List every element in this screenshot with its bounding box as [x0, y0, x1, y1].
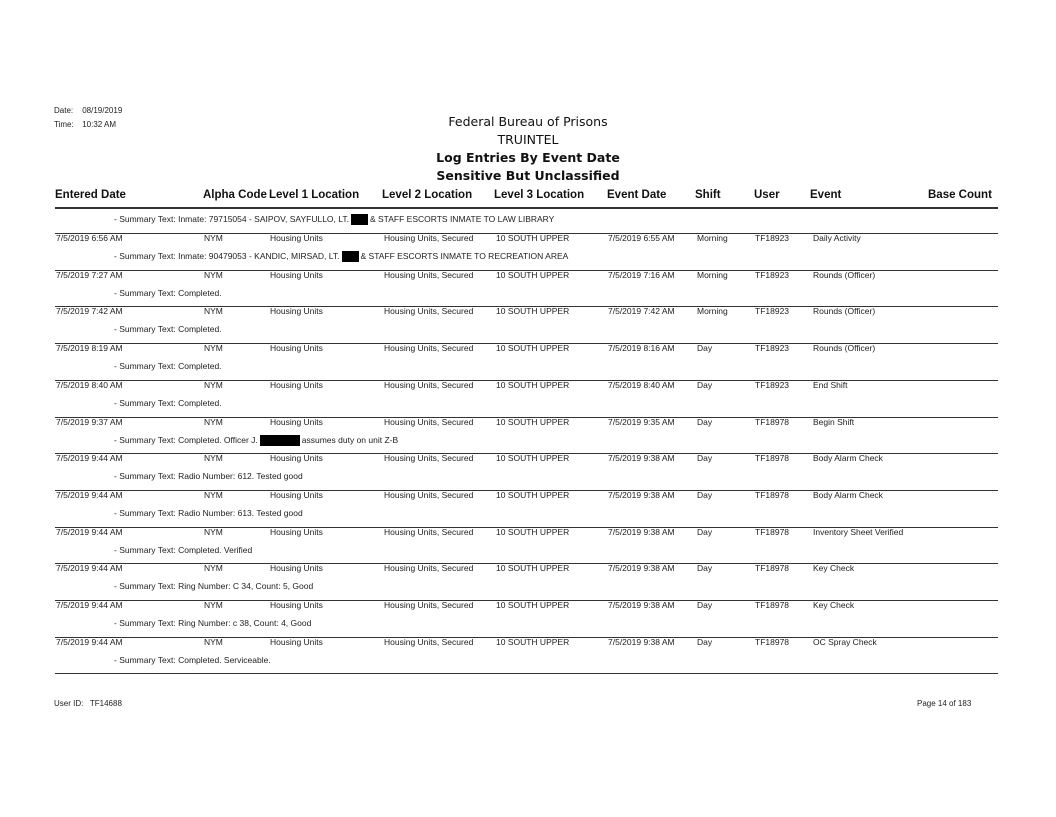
summary-line: [114, 618, 311, 628]
entered-date-cell: 7/5/2019 8:40 AM: [56, 379, 123, 390]
summary-text: - Summary Text: Completed. Serviceable.: [114, 654, 271, 665]
user-cell: TF18923: [755, 269, 790, 280]
shift-cell: Day: [697, 379, 713, 390]
event-date-cell: 7/5/2019 8:16 AM: [608, 343, 675, 354]
entered-date-cell: 7/5/2019 7:42 AM: [56, 306, 123, 317]
user-cell: TF18923: [755, 233, 790, 243]
report-title: Log Entries By Event Date: [436, 150, 620, 165]
summary-line: [114, 398, 222, 408]
level2-cell: Housing Units, Secured: [384, 269, 474, 280]
level2-cell: Housing Units, Secured: [384, 600, 474, 610]
summary-text: - Summary Text: Completed. Officer J.: [114, 434, 258, 445]
event-cell: Rounds (Officer): [813, 343, 876, 354]
summary-text-after: & STAFF ESCORTS INMATE TO LAW LIBRARY: [369, 214, 555, 224]
summary-text: - Summary Text: Ring Number: C 34, Count: 5, Good: [114, 581, 314, 592]
event-cell: Daily Activity: [813, 233, 861, 243]
level1-cell: Housing Units: [270, 306, 323, 317]
shift-cell: Day: [697, 489, 713, 500]
col-level3: Level 3 Location: [494, 189, 585, 201]
level3-cell: 10 SOUTH UPPER: [496, 343, 570, 354]
level1-cell: Housing Units: [270, 233, 323, 243]
event-cell: Rounds (Officer): [813, 306, 876, 317]
shift-cell: Morning: [697, 269, 728, 280]
shift-cell: Day: [697, 563, 713, 574]
level3-cell: 10 SOUTH UPPER: [496, 306, 570, 317]
alpha-code-cell: NYM: [204, 563, 223, 574]
level1-cell: Housing Units: [270, 453, 323, 464]
user-cell: TF18978: [755, 636, 790, 647]
user-cell: TF18923: [755, 343, 790, 354]
redaction-block: [342, 251, 359, 262]
level3-cell: 10 SOUTH UPPER: [496, 600, 570, 610]
agency-title: Federal Bureau of Prisons: [448, 114, 608, 129]
col-entered-date: Entered Date: [55, 189, 126, 201]
level2-cell: Housing Units, Secured: [384, 453, 474, 464]
alpha-code-cell: NYM: [204, 379, 223, 390]
summary-text: - Summary Text: Radio Number: 613. Tested good: [114, 507, 303, 518]
shift-cell: Day: [697, 343, 713, 354]
level2-cell: Housing Units, Secured: [384, 563, 474, 574]
top-summary: [114, 214, 554, 225]
shift-cell: Morning: [697, 306, 728, 317]
level3-cell: 10 SOUTH UPPER: [496, 416, 570, 427]
date-label: Date:: [54, 106, 74, 115]
alpha-code-cell: NYM: [204, 269, 223, 280]
level1-cell: Housing Units: [270, 489, 323, 500]
col-event: Event: [810, 189, 842, 201]
entered-date-cell: 7/5/2019 8:19 AM: [56, 343, 123, 354]
event-date-cell: 7/5/2019 9:35 AM: [608, 416, 675, 427]
event-date-cell: 7/5/2019 9:38 AM: [608, 453, 675, 464]
entered-date-cell: 7/5/2019 9:44 AM: [56, 489, 123, 500]
summary-text: - Summary Text: Inmate: 79715054 - SAIPOV, SAYFULLO, LT.: [114, 214, 349, 224]
summary-text: - Summary Text: Completed.: [114, 287, 222, 298]
event-date-cell: 7/5/2019 9:38 AM: [608, 526, 675, 537]
shift-cell: Morning: [697, 233, 728, 243]
alpha-code-cell: NYM: [204, 453, 223, 464]
summary-line: [114, 508, 303, 518]
event-date-cell: 7/5/2019 9:38 AM: [608, 636, 675, 647]
alpha-code-cell: NYM: [204, 489, 223, 500]
entered-date-cell: 7/5/2019 9:44 AM: [56, 636, 123, 647]
summary-line: [114, 288, 222, 298]
summary-text: - Summary Text: Ring Number: c 38, Count: 4, Good: [114, 618, 312, 628]
user-cell: TF18923: [755, 306, 790, 317]
footer-user: [54, 699, 122, 708]
alpha-code-cell: NYM: [204, 343, 223, 354]
page-number: Page 14 of 183: [917, 699, 972, 708]
summary-text: - Summary Text: Completed.: [114, 397, 222, 408]
header-rule: [55, 207, 998, 209]
user-cell: TF18978: [755, 563, 790, 574]
event-cell: Body Alarm Check: [813, 489, 883, 500]
shift-cell: Day: [697, 453, 713, 464]
summary-text: - Summary Text: Radio Number: 612. Tested good: [114, 471, 303, 482]
level2-cell: Housing Units, Secured: [384, 343, 474, 354]
summary-line: [114, 471, 303, 481]
level1-cell: Housing Units: [270, 526, 323, 537]
event-date-cell: 7/5/2019 7:42 AM: [608, 306, 675, 317]
level3-cell: 10 SOUTH UPPER: [496, 563, 570, 574]
alpha-code-cell: NYM: [204, 600, 223, 610]
col-base-count: Base Count: [928, 189, 992, 201]
event-cell: Rounds (Officer): [813, 269, 876, 280]
report-title-block: [0, 113, 1056, 185]
level3-cell: 10 SOUTH UPPER: [496, 636, 570, 647]
shift-cell: Day: [697, 526, 713, 537]
user-id-label: User ID:: [54, 699, 84, 708]
level1-cell: Housing Units: [270, 379, 323, 390]
event-date-cell: 7/5/2019 6:55 AM: [608, 233, 675, 243]
summary-line: [114, 655, 271, 665]
level2-cell: Housing Units, Secured: [384, 489, 474, 500]
event-cell: Key Check: [813, 600, 855, 610]
user-id-value: TF14688: [89, 699, 122, 708]
shift-cell: Day: [697, 636, 713, 647]
redaction-block: [351, 214, 368, 225]
user-cell: TF18978: [755, 416, 790, 427]
entered-date-cell: 7/5/2019 7:27 AM: [56, 269, 123, 280]
level3-cell: 10 SOUTH UPPER: [496, 453, 570, 464]
entered-date-cell: 7/5/2019 9:44 AM: [56, 526, 123, 537]
table-bottom-rule: [55, 673, 998, 674]
user-cell: TF18978: [755, 526, 790, 537]
alpha-code-cell: NYM: [204, 233, 223, 243]
summary-text: - Summary Text: Inmate: 90479053 - KANDIC, MIRSAD, LT.: [114, 251, 340, 261]
event-cell: End Shift: [813, 379, 848, 390]
level2-cell: Housing Units, Secured: [384, 416, 474, 427]
system-title: TRUINTEL: [497, 132, 559, 147]
user-cell: TF18978: [755, 453, 790, 464]
event-date-cell: 7/5/2019 8:40 AM: [608, 379, 675, 390]
level2-cell: Housing Units, Secured: [384, 526, 474, 537]
summary-text-after: assumes duty on unit Z-B: [301, 434, 399, 445]
entered-date-cell: 7/5/2019 9:44 AM: [56, 453, 123, 464]
entered-date-cell: 7/5/2019 9:44 AM: [56, 563, 123, 574]
classification-title: Sensitive But Unclassified: [436, 168, 620, 183]
summary-line: [114, 251, 568, 262]
col-user: User: [754, 189, 780, 201]
summary-line: [114, 361, 222, 371]
shift-cell: Day: [697, 416, 713, 427]
shift-cell: Day: [697, 600, 713, 610]
event-date-cell: 7/5/2019 9:38 AM: [608, 489, 675, 500]
level1-cell: Housing Units: [270, 600, 323, 610]
level3-cell: 10 SOUTH UPPER: [496, 379, 570, 390]
level3-cell: 10 SOUTH UPPER: [496, 526, 570, 537]
user-cell: TF18978: [755, 600, 790, 610]
col-event-date: Event Date: [607, 189, 667, 201]
event-cell: Body Alarm Check: [813, 453, 883, 464]
summary-text: - Summary Text: Completed.: [114, 324, 222, 335]
level3-cell: 10 SOUTH UPPER: [496, 489, 570, 500]
alpha-code-cell: NYM: [204, 526, 223, 537]
redaction-block: [260, 435, 300, 446]
user-cell: TF18978: [755, 489, 790, 500]
summary-line: [114, 545, 252, 555]
col-shift: Shift: [695, 189, 721, 201]
entered-date-cell: 7/5/2019 9:37 AM: [56, 416, 123, 427]
event-date-cell: 7/5/2019 7:16 AM: [608, 269, 675, 280]
level1-cell: Housing Units: [270, 416, 323, 427]
level1-cell: Housing Units: [270, 563, 323, 574]
time-label: Time:: [54, 120, 74, 129]
summary-line: [114, 581, 313, 591]
event-date-cell: 7/5/2019 9:38 AM: [608, 563, 675, 574]
event-date-cell: 7/5/2019 9:38 AM: [608, 600, 675, 610]
entered-date-cell: 7/5/2019 9:44 AM: [56, 600, 123, 610]
time-value: 10:32 AM: [82, 120, 117, 129]
level1-cell: Housing Units: [270, 269, 323, 280]
level3-cell: 10 SOUTH UPPER: [496, 269, 570, 280]
date-value: 08/19/2019: [82, 106, 123, 115]
alpha-code-cell: NYM: [204, 416, 223, 427]
level2-cell: Housing Units, Secured: [384, 379, 474, 390]
summary-text: - Summary Text: Completed. Verified: [114, 544, 253, 555]
event-cell: OC Spray Check: [813, 636, 877, 647]
summary-line: [114, 324, 222, 334]
level1-cell: Housing Units: [270, 636, 323, 647]
event-cell: Inventory Sheet Verified: [813, 526, 904, 537]
level2-cell: Housing Units, Secured: [384, 233, 474, 243]
col-level1: Level 1 Location: [269, 189, 360, 201]
user-cell: TF18923: [755, 379, 790, 390]
entered-date-cell: 7/5/2019 6:56 AM: [56, 233, 123, 243]
level3-cell: 10 SOUTH UPPER: [496, 233, 570, 243]
event-cell: Begin Shift: [813, 416, 855, 427]
level1-cell: Housing Units: [270, 343, 323, 354]
col-alpha-code: Alpha Code: [203, 189, 267, 201]
level2-cell: Housing Units, Secured: [384, 306, 474, 317]
summary-text-after: & STAFF ESCORTS INMATE TO RECREATION AREA: [360, 251, 569, 261]
event-cell: Key Check: [813, 563, 855, 574]
col-level2: Level 2 Location: [382, 189, 473, 201]
alpha-code-cell: NYM: [204, 306, 223, 317]
alpha-code-cell: NYM: [204, 636, 223, 647]
summary-text: - Summary Text: Completed.: [114, 361, 222, 372]
summary-line: [114, 435, 398, 446]
level2-cell: Housing Units, Secured: [384, 636, 474, 647]
